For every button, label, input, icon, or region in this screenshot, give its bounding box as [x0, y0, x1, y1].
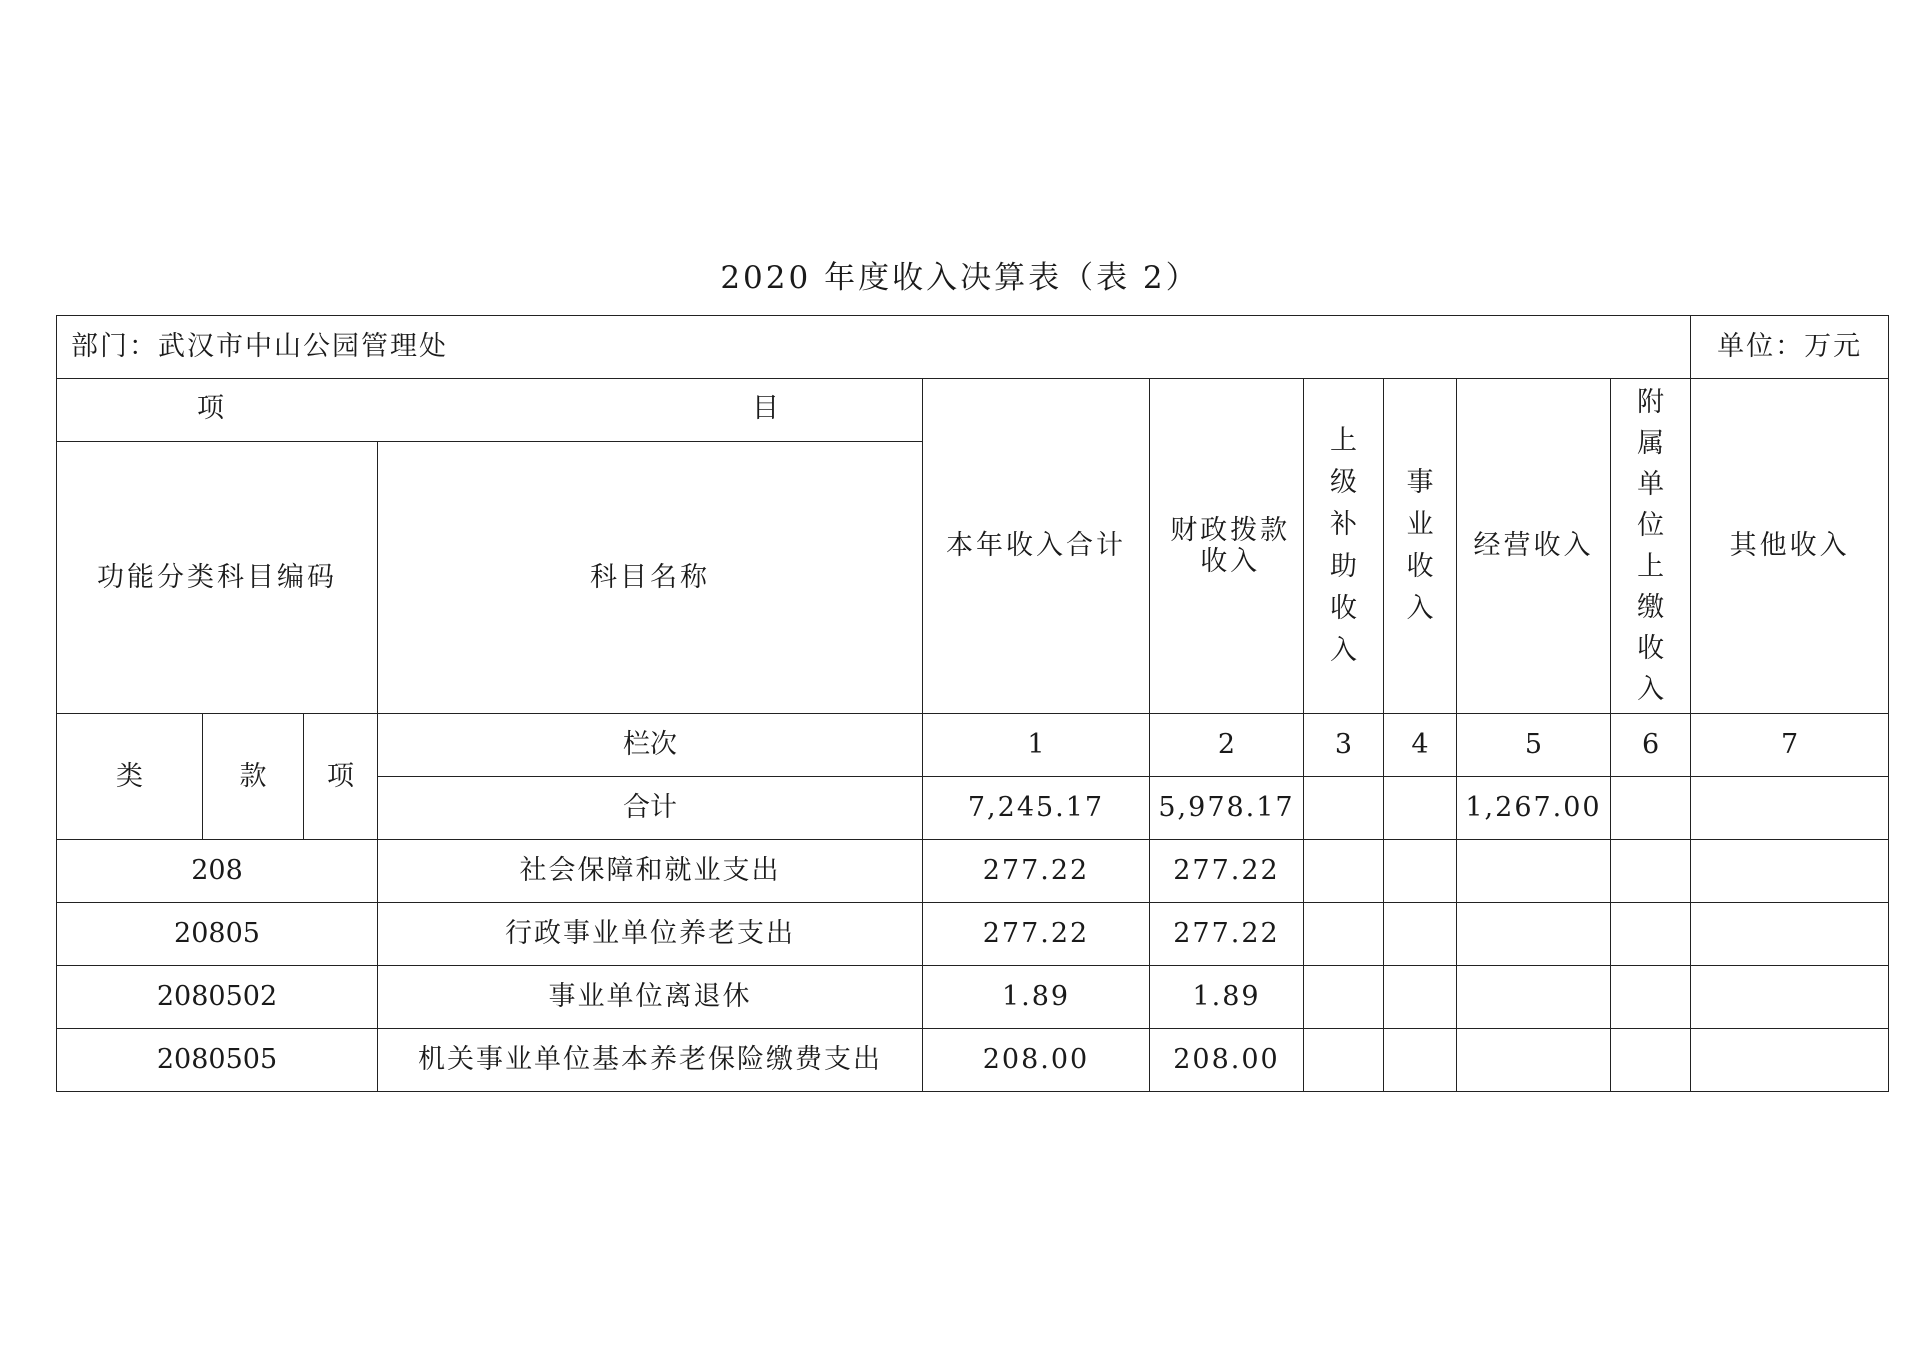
row-empty-cell [1384, 966, 1457, 1029]
row-fiscal: 277.22 [1150, 840, 1304, 903]
row-fiscal: 1.89 [1150, 966, 1304, 1029]
item-header-mu: 目 [752, 393, 782, 424]
row-empty-cell [1384, 1029, 1457, 1092]
col-superior-label: 上级补助收入 [1330, 425, 1357, 666]
row-code: 20805 [57, 903, 378, 966]
row-empty-cell [1457, 903, 1611, 966]
col-business-header [1384, 379, 1457, 714]
lanci-label: 栏次 [378, 714, 923, 777]
table-row [57, 840, 1889, 903]
table-row [57, 1029, 1889, 1092]
row-code: 2080505 [57, 1029, 378, 1092]
header-row-1 [57, 379, 1889, 442]
row-name: 事业单位离退休 [378, 966, 923, 1029]
meta-row [57, 316, 1889, 379]
row-empty-cell [1691, 903, 1889, 966]
total-fiscal-cell: 5,978.17 [1150, 777, 1304, 840]
col-operating-header: 经营收入 [1457, 379, 1611, 714]
func-code-header: 功能分类科目编码 [57, 442, 378, 714]
col-index-3: 3 [1304, 714, 1384, 777]
row-fiscal: 277.22 [1150, 903, 1304, 966]
row-empty-cell [1457, 1029, 1611, 1092]
item-header-xiang: 项 [197, 393, 227, 424]
col-fiscal-label: 财政拨款收入 [1170, 514, 1291, 577]
item-header [57, 379, 923, 442]
lei-header: 类 [57, 714, 203, 840]
row-empty-cell [1384, 903, 1457, 966]
row-empty-cell [1384, 840, 1457, 903]
column-index-row [57, 714, 1889, 777]
row-empty-cell [1304, 840, 1384, 903]
col-other-header: 其他收入 [1691, 379, 1889, 714]
col-affiliated-label: 附属单位上缴收入 [1637, 387, 1665, 705]
row-empty-cell [1611, 1029, 1691, 1092]
row-empty-cell [1611, 903, 1691, 966]
col-index-6: 6 [1611, 714, 1691, 777]
row-empty-cell [1611, 966, 1691, 1029]
table-row [57, 903, 1889, 966]
row-empty-cell [1691, 840, 1889, 903]
total-operating-cell: 1,267.00 [1457, 777, 1611, 840]
page-title: 2020 年度收入决算表（表 2） [720, 260, 1200, 296]
col-index-1: 1 [923, 714, 1150, 777]
row-empty-cell [1457, 966, 1611, 1029]
row-name: 行政事业单位养老支出 [378, 903, 923, 966]
unit-label: 单位：万元 [1691, 316, 1889, 379]
total-sum-cell: 7,245.17 [923, 777, 1150, 840]
row-empty-cell [1457, 840, 1611, 903]
row-code: 2080502 [57, 966, 378, 1029]
income-statement-table [56, 315, 1889, 1092]
row-empty-cell [1691, 966, 1889, 1029]
subject-name-header: 科目名称 [378, 442, 923, 714]
xiang-header: 项 [304, 714, 378, 840]
row-code: 208 [57, 840, 378, 903]
total-label: 合计 [378, 777, 923, 840]
col-business-label: 事业收入 [1406, 467, 1434, 624]
col-superior-header [1304, 379, 1384, 714]
row-empty-cell [1691, 1029, 1889, 1092]
row-empty-cell [1304, 1029, 1384, 1092]
col-index-7: 7 [1691, 714, 1889, 777]
row-empty-cell [1611, 840, 1691, 903]
total-other-cell [1691, 777, 1889, 840]
row-name: 机关事业单位基本养老保险缴费支出 [378, 1029, 923, 1092]
row-total: 1.89 [923, 966, 1150, 1029]
row-empty-cell [1304, 903, 1384, 966]
kuan-header: 款 [203, 714, 304, 840]
department-label: 部门：武汉市中山公园管理处 [57, 316, 1691, 379]
row-empty-cell [1304, 966, 1384, 1029]
col-fiscal-header [1150, 379, 1304, 714]
total-affiliated-cell [1611, 777, 1691, 840]
row-total: 277.22 [923, 840, 1150, 903]
row-name: 社会保障和就业支出 [378, 840, 923, 903]
col-index-2: 2 [1150, 714, 1304, 777]
total-business-cell [1384, 777, 1457, 840]
col-index-5: 5 [1457, 714, 1611, 777]
col-total-header: 本年收入合计 [923, 379, 1150, 714]
row-fiscal: 208.00 [1150, 1029, 1304, 1092]
row-total: 277.22 [923, 903, 1150, 966]
total-superior-cell [1304, 777, 1384, 840]
table-row [57, 966, 1889, 1029]
col-index-4: 4 [1384, 714, 1457, 777]
col-affiliated-header [1611, 379, 1691, 714]
row-total: 208.00 [923, 1029, 1150, 1092]
